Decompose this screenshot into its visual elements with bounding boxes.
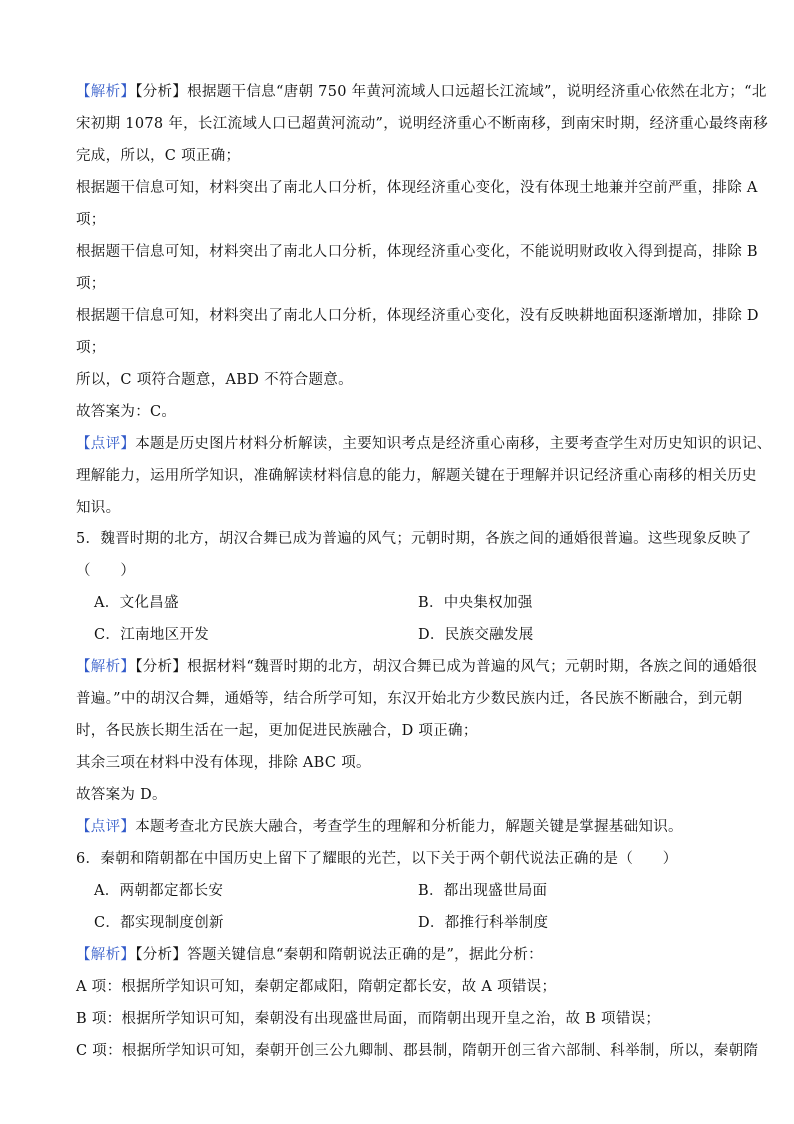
q6-option-d: D．都推行科举制度 <box>418 915 549 931</box>
review-line: 【点评】本题是历史图片材料分析解读，主要知识考点是经济重心南移，主要考查学生对历史知识的识记、 <box>76 436 772 452</box>
analysis-line: 项； <box>76 276 106 292</box>
q5-option-a: A．文化昌盛 <box>94 595 179 611</box>
analysis-tag: 【解析】 <box>76 947 136 963</box>
question-5-blank: （ ） <box>76 563 136 579</box>
review-tag: 【点评】 <box>76 436 136 452</box>
analysis-line: 所以，C 项符合题意，ABD 不符合题意。 <box>76 372 353 388</box>
analysis-line: C 项：根据所学知识可知，秦朝开创三公九卿制、郡县制，隋朝开创三省六部制、科举制，所以，秦朝隋 <box>76 1043 759 1059</box>
analysis-line: 【解析】【分析】答题关键信息“秦朝和隋朝说法正确的是”，据此分析： <box>76 947 543 963</box>
analysis-line: 其余三项在材料中没有体现，排除 ABC 项。 <box>76 755 371 771</box>
analysis-line: 根据题干信息可知，材料突出了南北人口分析，体现经济重心变化，没有反映耕地面积逐渐增加，排除 D <box>76 308 759 324</box>
analysis-tag: 【解析】 <box>76 659 136 675</box>
q5-option-c: C．江南地区开发 <box>94 627 209 643</box>
analysis-tag: 【解析】 <box>76 84 136 100</box>
analysis-line: 【解析】【分析】根据题干信息“唐朝 750 年黄河流域人口远超长江流域”，说明经济重心依然在北方；“北 <box>76 84 767 100</box>
analysis-line: 根据题干信息可知，材料突出了南北人口分析，体现经济重心变化，不能说明财政收入得到提高，排除 B <box>76 244 758 260</box>
question-5-stem: 5．魏晋时期的北方，胡汉合舞已成为普遍的风气；元朝时期，各族之间的通婚很普遍。这些现象反映了 <box>76 531 752 547</box>
answer-line: 故答案为：C。 <box>76 404 177 420</box>
analysis-line: 宋初期 1078 年，长江流域人口已超黄河流动”，说明经济重心不断南移，到南宋时期，经济重心最终南移 <box>76 116 769 132</box>
review-line: 【点评】本题考查北方民族大融合，考查学生的理解和分析能力，解题关键是掌握基础知识。 <box>76 819 683 835</box>
review-line: 理解能力，运用所学知识，准确解读材料信息的能力，解题关键在于理解并识记经济重心南移的相关历史 <box>76 468 757 484</box>
analysis-line: 项； <box>76 340 106 356</box>
q5-option-b: B．中央集权加强 <box>418 595 533 611</box>
q6-option-b: B．都出现盛世局面 <box>418 883 548 899</box>
analysis-line: 根据题干信息可知，材料突出了南北人口分析，体现经济重心变化，没有体现土地兼并空前严重，排除 A <box>76 180 758 196</box>
answer-line: 故答案为 D。 <box>76 787 167 803</box>
q6-option-c: C．都实现制度创新 <box>94 915 224 931</box>
analysis-line: 完成，所以，C 项正确； <box>76 148 241 164</box>
analysis-line: 【解析】【分析】根据材料“魏晋时期的北方，胡汉合舞已成为普遍的风气；元朝时期，各族之间的通婚很 <box>76 659 758 675</box>
review-tag: 【点评】 <box>76 819 136 835</box>
analysis-line: 普遍。”中的胡汉合舞，通婚等，结合所学可知，东汉开始北方少数民族内迁，各民族不断融合，到元朝 <box>76 691 743 707</box>
q6-option-a: A．两朝都定都长安 <box>94 883 224 899</box>
q5-option-d: D．民族交融发展 <box>418 627 534 643</box>
analysis-line: 时，各民族长期生活在一起，更加促进民族融合，D 项正确； <box>76 723 478 739</box>
analysis-line: B 项：根据所学知识可知，秦朝没有出现盛世局面，而隋朝出现开皇之治，故 B 项错误； <box>76 1011 661 1027</box>
analysis-line: A 项：根据所学知识可知，秦朝定都咸阳，隋朝定都长安，故 A 项错误； <box>76 979 557 995</box>
analysis-line: 项； <box>76 212 106 228</box>
review-line: 知识。 <box>76 500 121 516</box>
question-6-stem: 6．秦朝和隋朝都在中国历史上留下了耀眼的光芒，以下关于两个朝代说法正确的是（ ） <box>76 851 678 867</box>
